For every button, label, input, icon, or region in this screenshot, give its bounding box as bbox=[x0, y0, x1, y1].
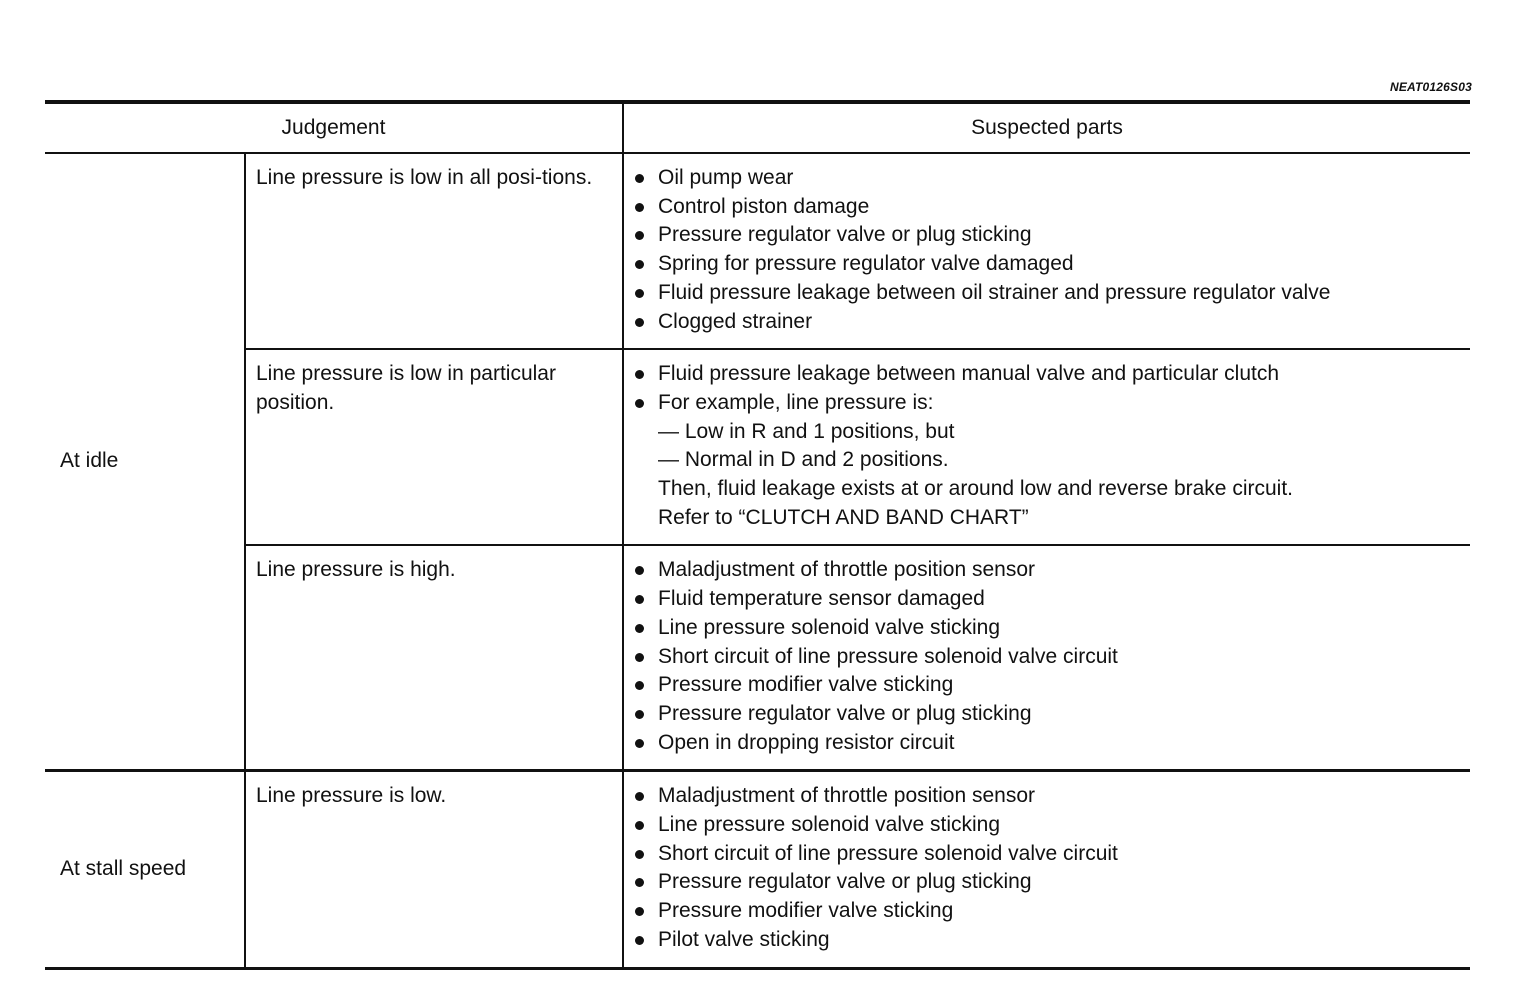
list-item: Pressure modifier valve sticking bbox=[634, 671, 1470, 700]
parts-list bbox=[634, 164, 1470, 336]
judgement-header: Judgement bbox=[45, 102, 623, 153]
judgement-cell: Line pressure is low. bbox=[245, 771, 623, 968]
parts-list bbox=[634, 360, 1470, 532]
list-item: Clogged strainer bbox=[634, 308, 1470, 337]
list-item: Spring for pressure regulator valve damaged bbox=[634, 250, 1470, 279]
line-pressure-judgement-table bbox=[45, 100, 1470, 970]
list-item: Fluid pressure leakage between oil strainer and pressure regulator valve bbox=[634, 279, 1470, 308]
list-item: Pressure regulator valve or plug sticking bbox=[634, 221, 1470, 250]
note-line: Refer to “CLUTCH AND BAND CHART” bbox=[658, 505, 1029, 529]
table-row bbox=[45, 349, 1470, 545]
list-item: Pressure regulator valve or plug sticking bbox=[634, 868, 1470, 897]
judgement-cell: Line pressure is high. bbox=[245, 545, 623, 770]
table-row bbox=[45, 771, 1470, 968]
suspected-parts-cell bbox=[623, 349, 1470, 545]
suspected-parts-header: Suspected parts bbox=[971, 115, 1123, 139]
table-row bbox=[45, 545, 1470, 770]
list-item: Maladjustment of throttle position sensor bbox=[634, 556, 1470, 585]
judgement-cell: Line pressure is low in all posi-tions. bbox=[245, 153, 623, 349]
list-item: Pressure regulator valve or plug sticking bbox=[634, 700, 1470, 729]
list-item: Pilot valve sticking bbox=[634, 926, 1470, 955]
suspected-parts-cell bbox=[623, 545, 1470, 770]
sub-list-item: — Normal in D and 2 positions. bbox=[658, 448, 949, 472]
condition-at-stall-speed: At stall speed bbox=[45, 771, 245, 968]
list-item: Oil pump wear bbox=[634, 164, 1470, 193]
list-item: Fluid temperature sensor damaged bbox=[634, 585, 1470, 614]
table-row bbox=[45, 153, 1470, 349]
list-item: Pressure modifier valve sticking bbox=[634, 897, 1470, 926]
list-item: Line pressure solenoid valve sticking bbox=[634, 811, 1470, 840]
suspected-parts-cell bbox=[623, 153, 1470, 349]
note-line: Then, fluid leakage exists at or around low and reverse brake circuit. bbox=[658, 477, 1293, 501]
table-header-row bbox=[45, 102, 1470, 153]
list-item: Maladjustment of throttle position sensor bbox=[634, 782, 1470, 811]
condition-at-idle: At idle bbox=[45, 153, 245, 771]
list-item: Short circuit of line pressure solenoid valve circuit bbox=[634, 840, 1470, 869]
document-code: NEAT0126S03 bbox=[1389, 80, 1472, 94]
suspected-parts-cell bbox=[623, 771, 1470, 968]
sub-list-item: — Low in R and 1 positions, but bbox=[658, 419, 955, 443]
list-item: Line pressure solenoid valve sticking bbox=[634, 614, 1470, 643]
judgement-cell: Line pressure is low in particular position. bbox=[245, 349, 623, 545]
parts-list bbox=[634, 556, 1470, 757]
list-item: Short circuit of line pressure solenoid valve circuit bbox=[634, 643, 1470, 672]
list-item: Open in dropping resistor circuit bbox=[634, 729, 1470, 758]
parts-list bbox=[634, 782, 1470, 954]
list-item: For example, line pressure is: bbox=[634, 389, 1470, 418]
list-item: Fluid pressure leakage between manual valve and particular clutch bbox=[634, 360, 1470, 389]
list-item: Control piston damage bbox=[634, 193, 1470, 222]
